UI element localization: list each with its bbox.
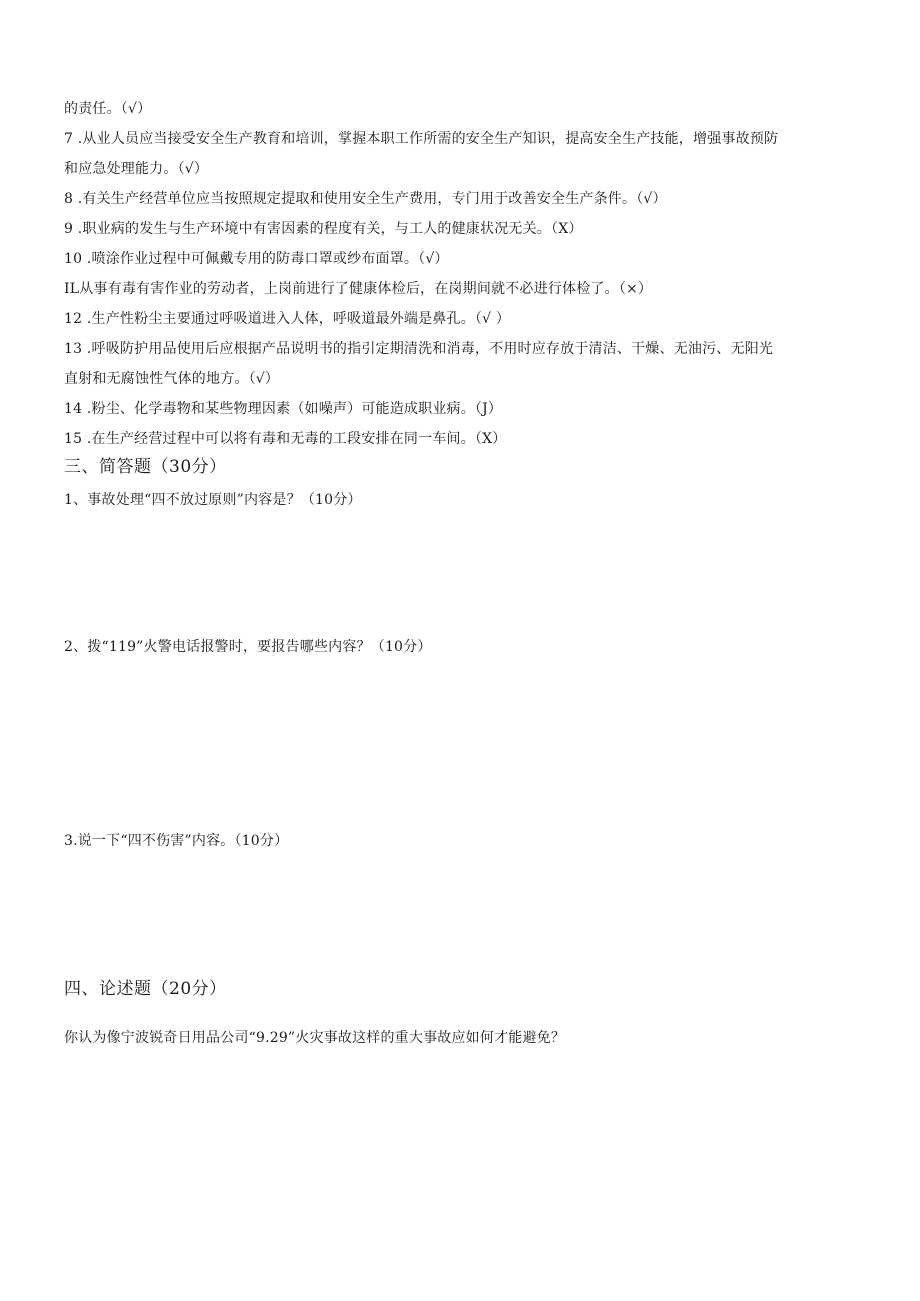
tf-item-9: 9 .职业病的发生与生产环境中有害因素的程度有关，与工人的健康状况无关。（X） xyxy=(64,221,583,237)
short-answer-q3: 3.说一下“四不伤害”内容。（10分） xyxy=(64,833,289,849)
tf-item-7-continuation: 和应急处理能力。（√） xyxy=(64,161,209,177)
tf-item-14: 14 .粉尘、化学毒物和某些物理因素（如噪声）可能造成职业病。（J） xyxy=(64,401,503,417)
section-3-heading: 三、简答题（30分） xyxy=(64,457,227,477)
tf-item-8: 8 .有关生产经营单位应当按照规定提取和使用安全生产费用，专门用于改善安全生产条件。（√） xyxy=(64,191,667,207)
short-answer-q1: 1、事故处理“四不放过原则”内容是？（10分） xyxy=(64,492,362,508)
tf-item-10: 10 .喷涂作业过程中可佩戴专用的防毒口罩或纱布面罩。（√） xyxy=(64,251,449,267)
section-4-heading: 四、论述题（20分） xyxy=(64,979,227,999)
short-answer-q2: 2、拨“119”火警电话报警时，要报告哪些内容？（10分） xyxy=(64,639,432,655)
tf-item-12: 12 .生产性粉尘主要通过呼吸道进入人体，呼吸道最外端是鼻孔。（√ ） xyxy=(64,311,511,327)
tf-item-15: 15 .在生产经营过程中可以将有毒和无毒的工段安排在同一车间。（X） xyxy=(64,431,507,447)
tf-item-7: 7 .从业人员应当接受安全生产教育和培训，掌握本职工作所需的安全生产知识，提高安全生产技能，增强事故预防 xyxy=(64,131,779,147)
tf-item-13: 13 .呼吸防护用品使用后应根据产品说明书的指引定期清洗和消毒，不用时应存放于清洁、干燥、无油污、无阳光 xyxy=(64,341,774,357)
tf-item-13-continuation: 直射和无腐蚀性气体的地方。（√） xyxy=(64,371,280,387)
tf-item-11: IL从事有毒有害作业的劳动者，上岗前进行了健康体检后，在岗期间就不必进行体检了。（×） xyxy=(64,281,653,297)
tf-item-6-continuation: 的责任。（√） xyxy=(64,101,152,117)
essay-q1: 你认为像宁波锐奇日用品公司“9.29”火灾事故这样的重大事故应如何才能避免？ xyxy=(64,1030,566,1046)
